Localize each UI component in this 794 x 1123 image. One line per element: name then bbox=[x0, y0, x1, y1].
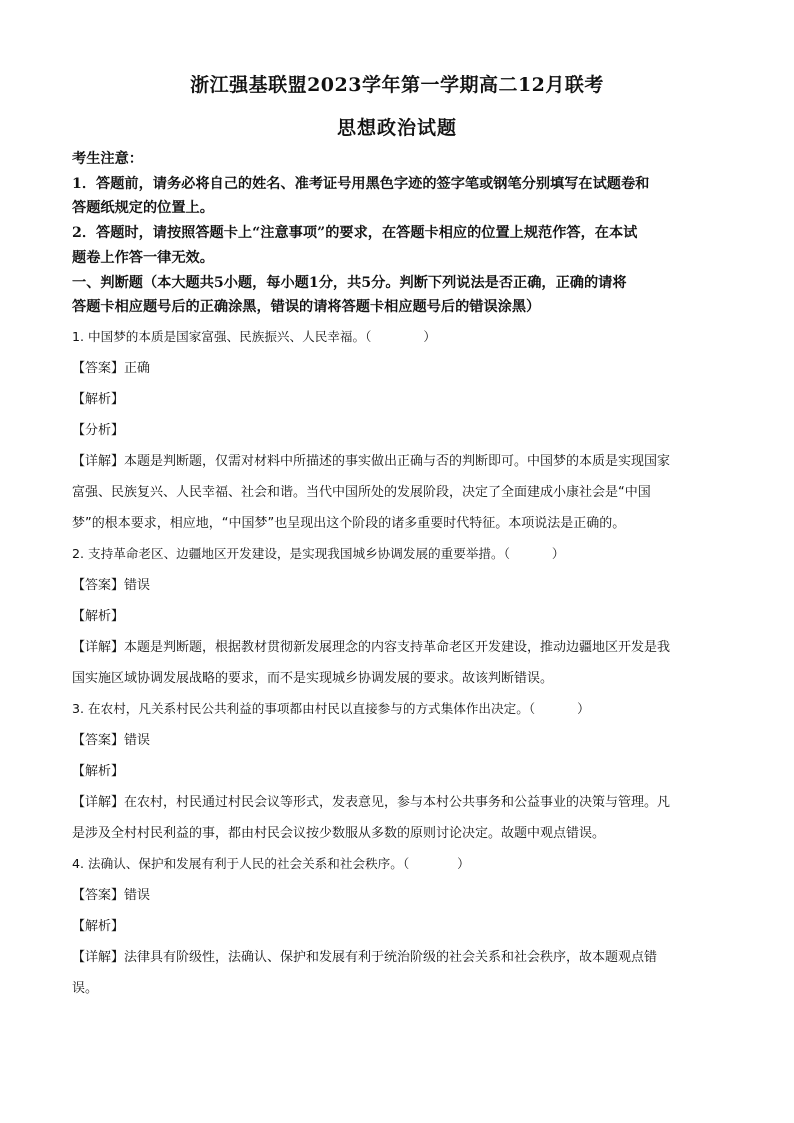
exam-title: 浙江强基联盟2023学年第一学期高二12月联考 bbox=[190, 74, 604, 96]
question-2-analysis-label: 【解析】 bbox=[72, 609, 125, 624]
question-4-detail-line2: 误。 bbox=[72, 981, 99, 996]
question-4: 4. 法确认、保护和发展有利于人民的社会关系和社会秩序。（ ） bbox=[72, 856, 470, 871]
question-2-detail-line1: 【详解】本题是判断题，根据教材贯彻新发展理念的内容支持革命老区开发建设，推动边疆地区开发是我 bbox=[72, 640, 671, 655]
question-3-detail-line1: 【详解】在农村，村民通过村民会议等形式，发表意见，参与本村公共事务和公益事业的决策与管理。凡 bbox=[72, 795, 671, 810]
question-1-analysis-label: 【解析】 bbox=[72, 392, 125, 407]
question-1-detail-line3: 梦”的根本要求，相应地，“中国梦”也呈现出这个阶段的诸多重要时代特征。本项说法是正确的。 bbox=[72, 516, 626, 531]
question-3-answer: 【答案】错误 bbox=[72, 733, 151, 748]
question-3-detail-line2: 是涉及全村村民利益的事，都由村民会议按少数服从多数的原则讨论决定。故题中观点错误。 bbox=[72, 826, 606, 841]
section1-header-line2: 答题卡相应题号后的正确涂黑，错误的请将答题卡相应题号后的错误涂黑） bbox=[72, 299, 541, 315]
notice-item1-line2: 答题纸规定的位置上。 bbox=[72, 200, 214, 216]
question-4-detail-line1: 【详解】法律具有阶级性，法确认、保护和发展有利于统治阶级的社会关系和社会秩序，故本题观点错 bbox=[72, 950, 658, 965]
question-4-answer: 【答案】错误 bbox=[72, 888, 151, 903]
notice-item2-line1: 2．答题时，请按照答题卡上“注意事项”的要求，在答题卡相应的位置上规范作答，在本试 bbox=[72, 225, 638, 241]
question-2: 2. 支持革命老区、边疆地区开发建设，是实现我国城乡协调发展的重要举措。（ ） bbox=[72, 546, 565, 561]
question-3-analysis-label: 【解析】 bbox=[72, 764, 125, 779]
question-2-answer: 【答案】错误 bbox=[72, 578, 151, 593]
question-3: 3. 在农村，凡关系村民公共利益的事项都由村民以直接参与的方式集体作出决定。（ ） bbox=[72, 701, 590, 716]
question-1-fenxi-label: 【分析】 bbox=[72, 423, 125, 438]
exam-subtitle: 思想政治试题 bbox=[336, 117, 457, 139]
question-1-detail-line1: 【详解】本题是判断题，仅需对材料中所描述的事实做出正确与否的判断即可。中国梦的本质是实现国家 bbox=[72, 454, 671, 469]
question-1-answer: 【答案】正确 bbox=[72, 361, 151, 376]
question-1-detail-line2: 富强、民族复兴、人民幸福、社会和谐。当代中国所处的发展阶段，决定了全面建成小康社会是“中国 bbox=[72, 485, 651, 500]
notice-item2-line2: 题卷上作答一律无效。 bbox=[72, 250, 214, 266]
section1-header-line1: 一、判断题（本大题共5小题，每小题1分，共5分。判断下列说法是否正确，正确的请将 bbox=[72, 275, 627, 291]
notice-item1-line1: 1．答题前，请务必将自己的姓名、准考证号用黑色字迹的签字笔或钢笔分别填写在试题卷和 bbox=[72, 176, 650, 192]
question-4-analysis-label: 【解析】 bbox=[72, 919, 125, 934]
notice-heading: 考生注意： bbox=[72, 151, 143, 167]
question-1: 1. 中国梦的本质是国家富强、民族振兴、人民幸福。（ ） bbox=[72, 329, 436, 344]
question-2-detail-line2: 国实施区域协调发展战略的要求，而不是实现城乡协调发展的要求。故该判断错误。 bbox=[72, 671, 554, 686]
